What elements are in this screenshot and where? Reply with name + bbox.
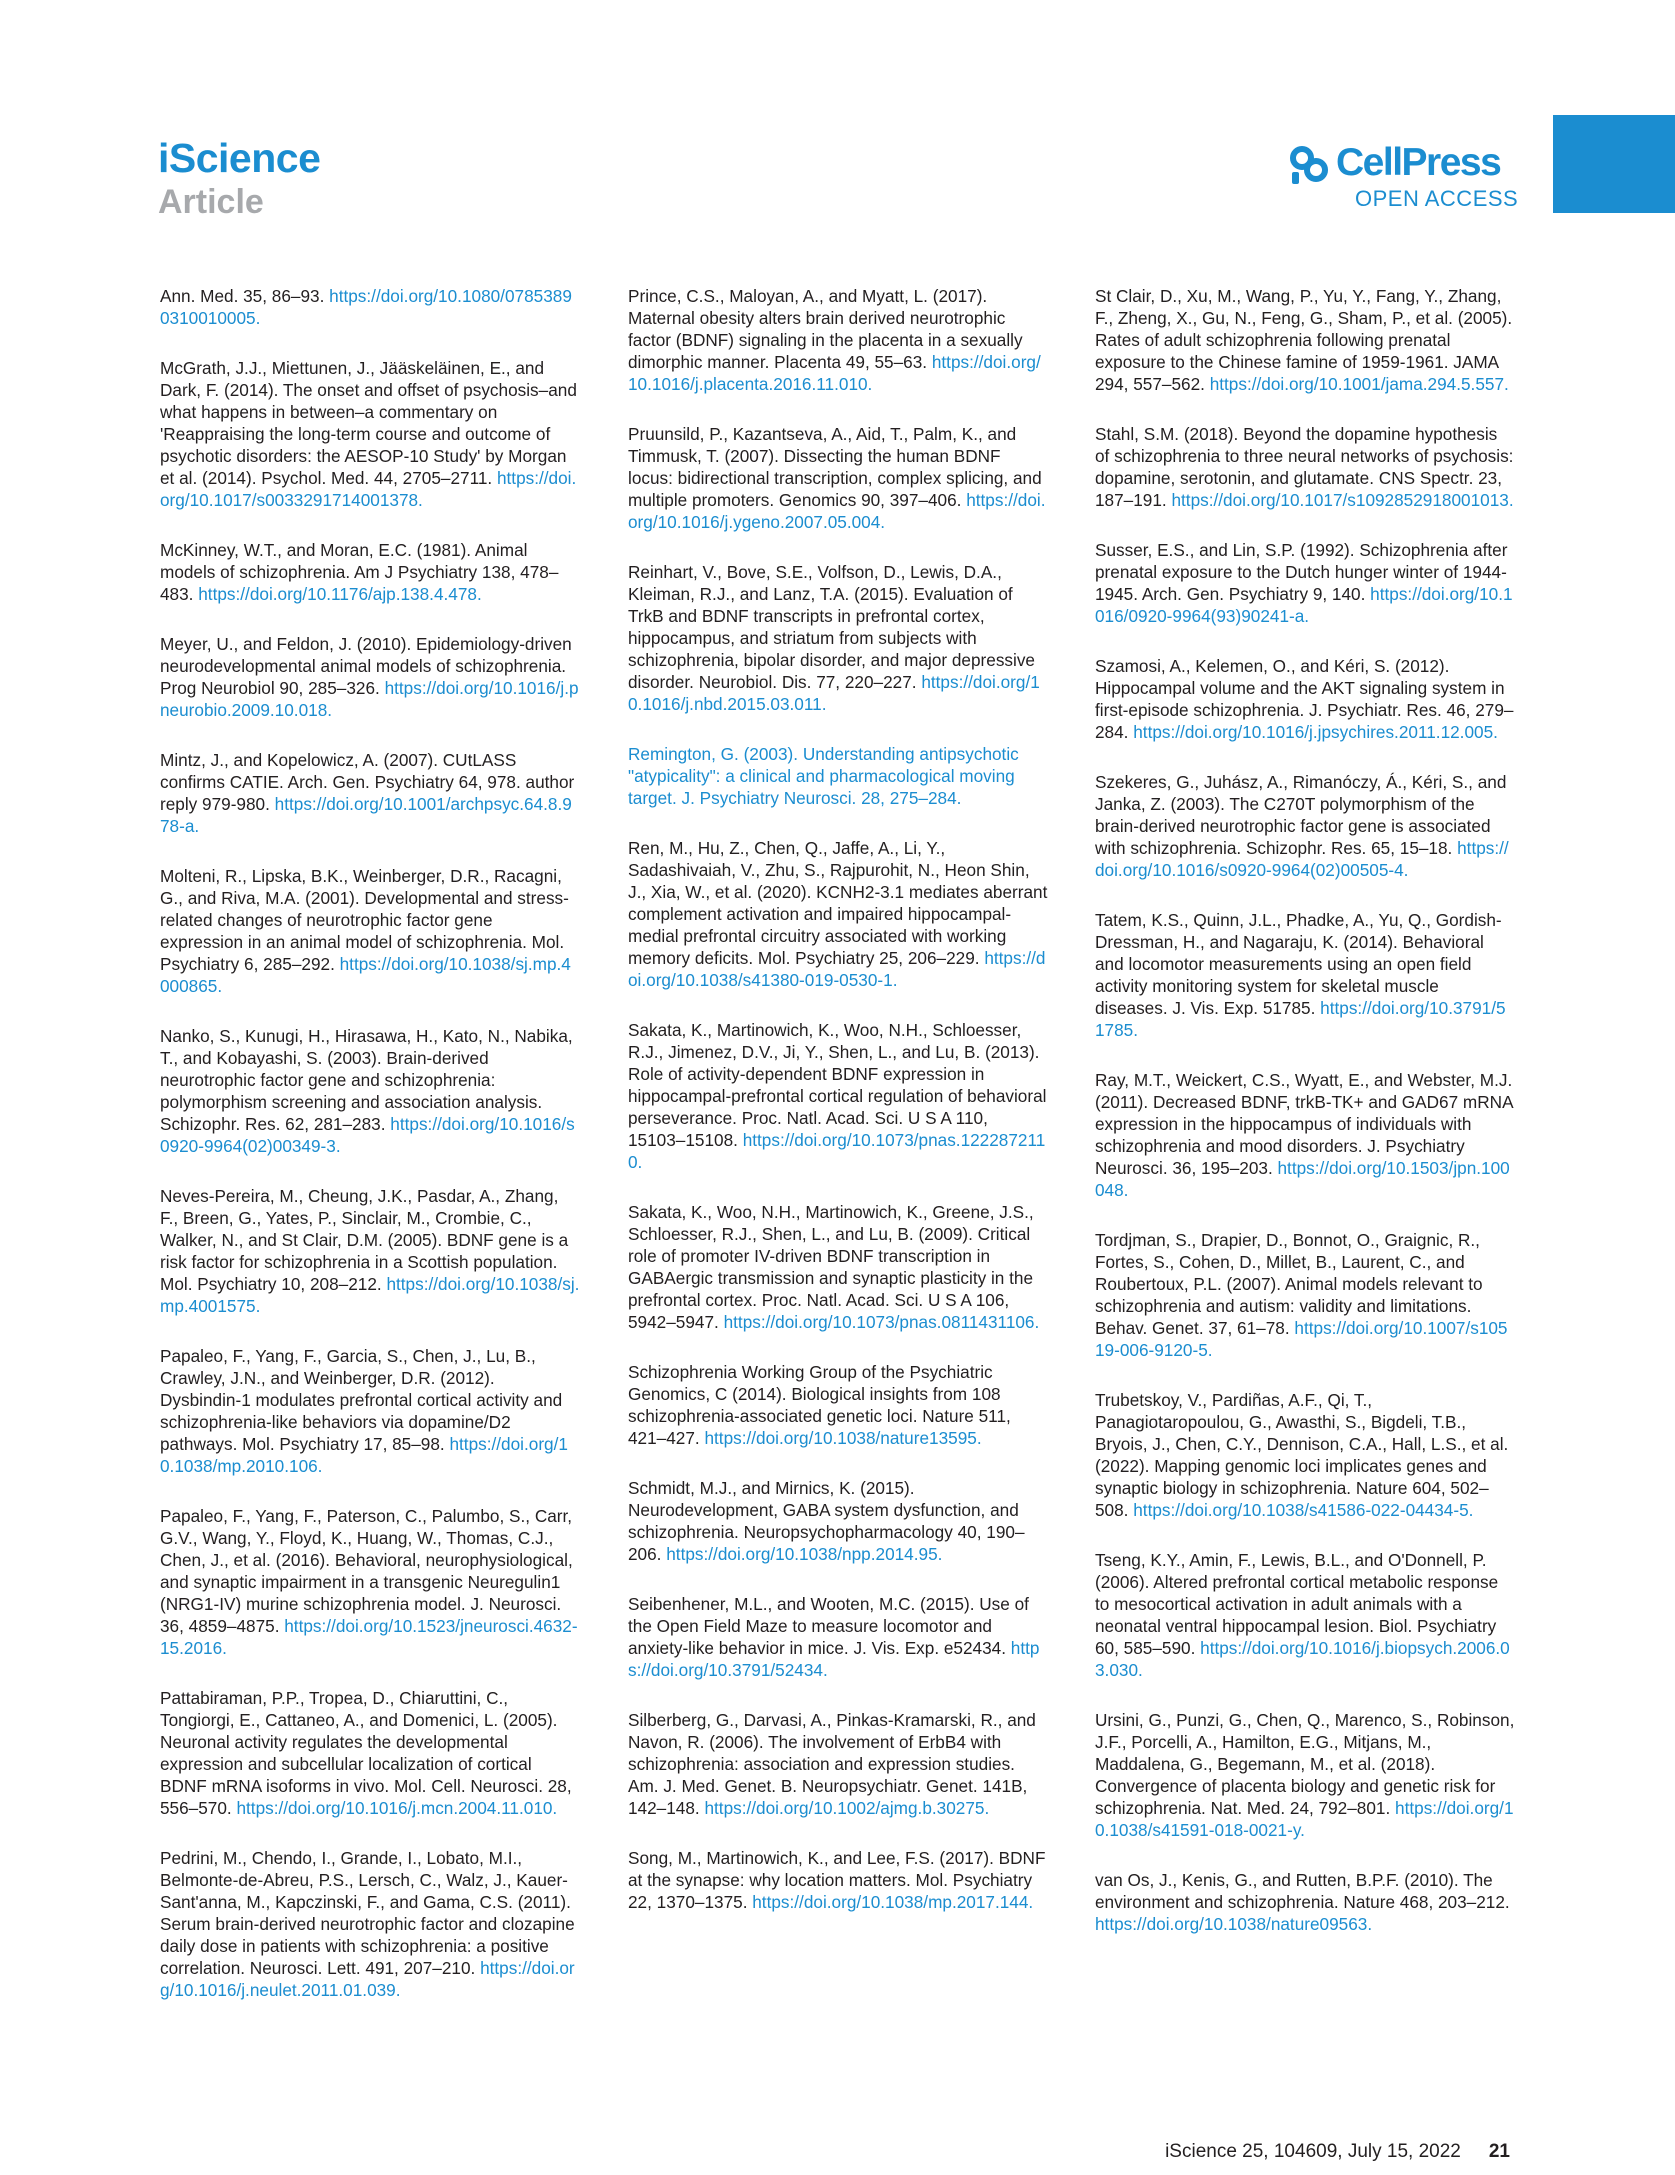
reference-text: Papaleo, F., Yang, F., Paterson, C., Palumbo, S., Carr, G.V., Wang, Y., Floyd, K., Huang, W., Thomas, C.J., Chen, J., et al. (2016). Behavioral, neurophysiological, and synaptic impairment in a transgenic Neuregulin1 (NRG1-IV) murine schizophrenia model. J. Neurosci. 36, 4859–4875. bbox=[160, 1506, 573, 1636]
reference-entry bbox=[1095, 909, 1515, 1041]
journal-title: iScience bbox=[158, 135, 321, 181]
reference-column-1 bbox=[160, 285, 580, 2029]
reference-text: Pruunsild, P., Kazantseva, A., Aid, T., Palm, K., and Timmusk, T. (2007). Dissecting the human BDNF locus: bidirectional transcription, complex splicing, and multiple promoters. Genomics 90, 397–406. bbox=[628, 424, 1042, 510]
doi-link[interactable]: https://doi.org/10.1038/npp.2014.95. bbox=[666, 1544, 943, 1564]
reference-text: Prince, C.S., Maloyan, A., and Myatt, L. (2017). Maternal obesity alters brain derived neurotrophic factor (BDNF) signaling in the placenta in a sexually dimorphic manner. Placenta 49, 55–63. bbox=[628, 286, 1023, 372]
reference-entry bbox=[160, 1185, 580, 1317]
reference-entry bbox=[628, 1477, 1048, 1565]
reference-entry bbox=[628, 743, 1048, 809]
reference-text: Ursini, G., Punzi, G., Chen, Q., Marenco, S., Robinson, J.F., Porcelli, A., Hamilton, E.G., Mitjans, M., Maddalena, G., Begemann, M., et al. (2018). Convergence of placenta biology and genetic risk for schizophrenia. Nat. Med. 24, 792–801. bbox=[1095, 1710, 1515, 1818]
doi-link[interactable]: https://doi.org/10.1523/jneurosci.4632-15.2016. bbox=[160, 1616, 578, 1658]
reference-entry bbox=[160, 1345, 580, 1477]
reference-entry bbox=[160, 749, 580, 837]
doi-link[interactable]: https://doi.org/10.1038/s41591-018-0021-y. bbox=[1095, 1798, 1514, 1840]
reference-entry bbox=[628, 1201, 1048, 1333]
doi-link[interactable]: https://doi.org/10.1080/07853890310010005. bbox=[160, 286, 572, 328]
doi-link[interactable]: https://doi.org/10.1016/s0920-9964(02)00505-4. bbox=[1095, 838, 1509, 880]
reference-entry bbox=[160, 357, 580, 511]
doi-link[interactable]: https://doi.org/10.1016/j.biopsych.2006.03.030. bbox=[1095, 1638, 1510, 1680]
reference-text: Szamosi, A., Kelemen, O., and Kéri, S. (2012). Hippocampal volume and the AKT signaling system in first-episode schizophrenia. J. Psychiatr. Res. 46, 279–284. bbox=[1095, 656, 1514, 742]
doi-link[interactable]: https://doi.org/10.1038/sj.mp.4001575. bbox=[160, 1274, 580, 1316]
reference-text: Tordjman, S., Drapier, D., Bonnot, O., Graignic, R., Fortes, S., Cohen, D., Millet, B., Laurent, C., and Roubertoux, P.L. (2007). Animal models relevant to schizophrenia and autism: validity and limitations. Behav. Genet. 37, 61–78. bbox=[1095, 1230, 1483, 1338]
reference-text: McGrath, J.J., Miettunen, J., Jääskeläinen, E., and Dark, F. (2014). The onset and offset of psychosis–and what happens in between–a commentary on 'Reappraising the long-term course and outcome of psychotic disorders: the AESOP-10 Study' by Morgan et al. (2014). Psychol. Med. 44, 2705–2711. bbox=[160, 358, 577, 488]
reference-text: Silberberg, G., Darvasi, A., Pinkas-Kramarski, R., and Navon, R. (2006). The involvement of ErbB4 with schizophrenia: association and expression studies. Am. J. Med. Genet. B. Neuropsychiatr. Genet. 141B, 142–148. bbox=[628, 1710, 1036, 1818]
doi-link[interactable]: https://doi.org/10.1016/j.jpsychires.2011.12.005. bbox=[1133, 722, 1498, 742]
doi-link[interactable]: https://doi.org/10.1038/s41586-022-04434-5. bbox=[1133, 1500, 1474, 1520]
doi-link[interactable]: https://doi.org/10.1002/ajmg.b.30275. bbox=[704, 1798, 990, 1818]
reference-text: Tseng, K.Y., Amin, F., Lewis, B.L., and O'Donnell, P. (2006). Altered prefrontal cortical metabolic response to mesocortical activation in adult animals with a neonatal ventral hippocampal lesion. Biol. Psychiatry 60, 585–590. bbox=[1095, 1550, 1499, 1658]
reference-text: Papaleo, F., Yang, F., Garcia, S., Chen, J., Lu, B., Crawley, J.N., and Weinberger, D.R. (2012). Dysbindin-1 modulates prefrontal cortical activity and schizophrenia-like behaviors via dopamine/D2 pathways. Mol. Psychiatry 17, 85–98. bbox=[160, 1346, 563, 1454]
reference-entry bbox=[160, 1505, 580, 1659]
reference-entry bbox=[160, 1687, 580, 1819]
open-access-label: OPEN ACCESS bbox=[1355, 186, 1519, 211]
doi-link[interactable]: https://doi.org/10.1073/pnas.1222872110. bbox=[628, 1130, 1046, 1172]
reference-entry bbox=[628, 423, 1048, 533]
reference-entry bbox=[1095, 1869, 1515, 1935]
reference-entry bbox=[160, 1847, 580, 2001]
doi-link[interactable]: https://doi.org/10.1038/sj.mp.4000865. bbox=[160, 954, 571, 996]
reference-entry bbox=[1095, 1229, 1515, 1361]
reference-text: Sakata, K., Martinowich, K., Woo, N.H., Schloesser, R.J., Jimenez, D.V., Ji, Y., Shen, L., and Lu, B. (2013). Role of activity-dependent BDNF expression in hippocampal-prefrontal cortical regulation of behavioral perseverance. Proc. Natl. Acad. Sci. U S A 110, 15103–15108. bbox=[628, 1020, 1047, 1150]
doi-link[interactable]: https://doi.org/10.1038/mp.2017.144. bbox=[752, 1892, 1034, 1912]
reference-column-2 bbox=[628, 285, 1048, 1941]
doi-link[interactable]: https://doi.org/10.1016/j.ygeno.2007.05.004. bbox=[628, 490, 1046, 532]
doi-link[interactable]: https://doi.org/10.1016/j.nbd.2015.03.011. bbox=[628, 672, 1040, 714]
reference-text: Nanko, S., Kunugi, H., Hirasawa, H., Kato, N., Nabika, T., and Kobayashi, S. (2003). Brain-derived neurotrophic factor gene and schizophrenia: polymorphism screening and association analysis. Schizophr. Res. 62, 281–283. bbox=[160, 1026, 573, 1134]
doi-link[interactable]: https://doi.org/10.1001/jama.294.5.557. bbox=[1209, 374, 1509, 394]
reference-text: Mintz, J., and Kopelowicz, A. (2007). CUtLASS confirms CATIE. Arch. Gen. Psychiatry 64, 978. author reply 979-980. bbox=[160, 750, 575, 814]
side-accent-bar bbox=[1553, 115, 1675, 213]
reference-text: Tatem, K.S., Quinn, J.L., Phadke, A., Yu, Q., Gordish-Dressman, H., and Nagaraju, K. (2014). Behavioral and locomotor measurements using an open field activity monitoring system for skeletal muscle diseases. J. Vis. Exp. 51785. bbox=[1095, 910, 1502, 1018]
doi-link[interactable]: https://doi.org/10.1073/pnas.0811431106. bbox=[723, 1312, 1040, 1332]
reference-text: Seibenhener, M.L., and Wooten, M.C. (2015). Use of the Open Field Maze to measure locomotor and anxiety-like behavior in mice. J. Vis. Exp. e52434. bbox=[628, 1594, 1029, 1658]
doi-link[interactable]: https://doi.org/10.1016/j.pneurobio.2009.10.018. bbox=[160, 678, 579, 720]
reference-text: van Os, J., Kenis, G., and Rutten, B.P.F. (2010). The environment and schizophrenia. Nature 468, 203–212. bbox=[1095, 1870, 1510, 1912]
reference-text: Ann. Med. 35, 86–93. bbox=[160, 286, 330, 306]
article-type-label: Article bbox=[158, 183, 264, 221]
reference-text: Szekeres, G., Juhász, A., Rimanóczy, Á., Kéri, S., and Janka, Z. (2003). The C270T polymorphism of the brain-derived neurotrophic factor gene is associated with schizophrenia. Schizophr. Res. 65, 15–18. bbox=[1095, 772, 1507, 858]
reference-entry bbox=[628, 1593, 1048, 1681]
doi-link[interactable]: https://doi.org/10.1176/ajp.138.4.478. bbox=[198, 584, 482, 604]
reference-text: Sakata, K., Woo, N.H., Martinowich, K., Greene, J.S., Schloesser, R.J., Shen, L., and Lu, B. (2009). Critical role of promoter IV-driven BDNF transcription in GABAergic transmission and synaptic plasticity in the prefrontal cortex. Proc. Natl. Acad. Sci. U S A 106, 5942–5947. bbox=[628, 1202, 1034, 1332]
reference-entry bbox=[160, 633, 580, 721]
publisher-name: CellPress bbox=[1336, 141, 1501, 184]
reference-text: Stahl, S.M. (2018). Beyond the dopamine hypothesis of schizophrenia to three neural networks of psychosis: dopamine, serotonin, and glutamate. CNS Spectr. 23, 187–191. bbox=[1095, 424, 1514, 510]
reference-text: Pattabiraman, P.P., Tropea, D., Chiaruttini, C., Tongiorgi, E., Cattaneo, A., and Domenici, L. (2005). Neuronal activity regulates the developmental expression and subcellular localization of cortical BDNF mRNA isoforms in vivo. Mol. Cell. Neurosci. 28, 556–570. bbox=[160, 1688, 572, 1818]
reference-entry bbox=[628, 1847, 1048, 1913]
doi-link[interactable]: https://doi.org/10.1016/j.neulet.2011.01.039. bbox=[160, 1958, 575, 2000]
reference-text: Molteni, R., Lipska, B.K., Weinberger, D.R., Racagni, G., and Riva, M.A. (2001). Developmental and stress-related changes of neurotrophic factor gene expression in an animal model of schizophrenia. Mol. Psychiatry 6, 285–292. bbox=[160, 866, 569, 974]
reference-entry bbox=[160, 285, 580, 329]
doi-link[interactable]: https://doi.org/10.1038/nature09563. bbox=[1095, 1914, 1373, 1934]
cellpress-logo-icon bbox=[1287, 142, 1331, 186]
reference-text: Pedrini, M., Chendo, I., Grande, I., Lobato, M.I., Belmonte-de-Abreu, P.S., Lersch, C., Walz, J., Kauer-Sant'anna, M., Kapczinski, F., and Gama, C.S. (2011). Serum brain-derived neurotrophic factor and clozapine daily dose in patients with schizophrenia: a positive correlation. Neurosci. Lett. 491, 207–210. bbox=[160, 1848, 575, 1978]
reference-entry bbox=[628, 285, 1048, 395]
page-footer bbox=[1165, 2141, 1510, 2163]
reference-entry bbox=[1095, 1069, 1515, 1201]
doi-link[interactable]: https://doi.org/10.1017/s1092852918001013. bbox=[1171, 490, 1514, 510]
doi-link[interactable]: https://doi.org/10.1503/jpn.100048. bbox=[1095, 1158, 1510, 1200]
doi-link[interactable]: https://doi.org/10.3791/52434. bbox=[628, 1638, 1040, 1680]
reference-column-3 bbox=[1095, 285, 1515, 1963]
page-number: 21 bbox=[1488, 2141, 1510, 2162]
reference-text: Schizophrenia Working Group of the Psychiatric Genomics, C (2014). Biological insights from 108 schizophrenia-associated genetic loci. Nature 511, 421–427. bbox=[628, 1362, 1011, 1448]
reference-entry bbox=[1095, 771, 1515, 881]
doi-link[interactable]: https://doi.org/10.1016/j.mcn.2004.11.010. bbox=[236, 1798, 558, 1818]
reference-text: Song, M., Martinowich, K., and Lee, F.S. (2017). BDNF at the synapse: why location matters. Mol. Psychiatry 22, 1370–1375. bbox=[628, 1848, 1046, 1912]
reference-entry bbox=[628, 1361, 1048, 1449]
reference-entry bbox=[1095, 539, 1515, 627]
doi-link[interactable]: https://doi.org/10.1016/s0920-9964(02)00349-3. bbox=[160, 1114, 575, 1156]
reference-entry bbox=[628, 1709, 1048, 1819]
citation-line: iScience 25, 104609, July 15, 2022 bbox=[1165, 2141, 1461, 2162]
reference-entry bbox=[628, 837, 1048, 991]
reference-entry bbox=[160, 865, 580, 997]
reference-text: St Clair, D., Xu, M., Wang, P., Yu, Y., Fang, Y., Zhang, F., Zheng, X., Gu, N., Feng, G., Sham, P., et al. (2005). Rates of adult schizophrenia following prenatal exposure to the Chinese famine of 1959-1961. JAMA 294, 557–562. bbox=[1095, 286, 1513, 394]
doi-link[interactable]: https://doi.org/10.1016/j.placenta.2016.11.010. bbox=[628, 352, 1041, 394]
reference-entry bbox=[1095, 423, 1515, 511]
reference-text: Trubetskoy, V., Pardiñas, A.F., Qi, T., Panagiotaropoulou, G., Awasthi, S., Bigdeli, T.B., Bryois, J., Chen, C.Y., Dennison, C.A., Hall, L.S., et al. (2022). Mapping genomic loci implicates genes and synaptic biology in schizophrenia. Nature 604, 502–508. bbox=[1095, 1390, 1509, 1520]
reference-entry bbox=[1095, 285, 1515, 395]
reference-entry bbox=[1095, 655, 1515, 743]
reference-entry bbox=[1095, 1709, 1515, 1841]
doi-link[interactable]: https://doi.org/10.1017/s0033291714001378. bbox=[160, 468, 577, 510]
reference-text: Remington, G. (2003). Understanding antipsychotic "atypicality": a clinical and pharmacological moving target. J. Psychiatry Neurosci. 28, 275–284. bbox=[628, 744, 1019, 808]
reference-text: Neves-Pereira, M., Cheung, J.K., Pasdar, A., Zhang, F., Breen, G., Yates, P., Sinclair, M., Crombie, C., Walker, N., and St Clair, D.M. (2005). BDNF gene is a risk factor for schizophrenia in a Scottish population. Mol. Psychiatry 10, 208–212. bbox=[160, 1186, 569, 1294]
doi-link[interactable]: https://doi.org/10.1016/0920-9964(93)90241-a. bbox=[1095, 584, 1513, 626]
doi-link[interactable]: https://doi.org/10.1038/s41380-019-0530-1. bbox=[628, 948, 1046, 990]
reference-entry bbox=[160, 539, 580, 605]
reference-entry bbox=[160, 1025, 580, 1157]
doi-link[interactable]: https://doi.org/10.1038/nature13595. bbox=[704, 1428, 982, 1448]
reference-text: Schmidt, M.J., and Mirnics, K. (2015). Neurodevelopment, GABA system dysfunction, and schizophrenia. Neuropsychopharmacology 40, 190–206. bbox=[628, 1478, 1025, 1564]
reference-entry bbox=[1095, 1549, 1515, 1681]
doi-link[interactable]: https://doi.org/10.3791/51785. bbox=[1095, 998, 1506, 1040]
reference-text: Susser, E.S., and Lin, S.P. (1992). Schizophrenia after prenatal exposure to the Dutch hunger winter of 1944-1945. Arch. Gen. Psychiatry 9, 140. bbox=[1095, 540, 1508, 604]
reference-text: Ray, M.T., Weickert, C.S., Wyatt, E., and Webster, M.J. (2011). Decreased BDNF, trkB-TK+ and GAD67 mRNA expression in the hippocampus of individuals with schizophrenia and mood disorders. J. Psychiatry Neurosci. 36, 195–203. bbox=[1095, 1070, 1513, 1178]
reference-text: Meyer, U., and Feldon, J. (2010). Epidemiology-driven neurodevelopmental animal models of schizophrenia. Prog Neurobiol 90, 285–326. bbox=[160, 634, 572, 698]
reference-text: Ren, M., Hu, Z., Chen, Q., Jaffe, A., Li, Y., Sadashivaiah, V., Zhu, S., Rajpurohit, N., Heon Shin, J., Xia, W., et al. (2020). KCNH2-3.1 mediates aberrant complement activation and impaired hippocampal-medial prefrontal circuitry associated with working memory deficits. Mol. Psychiatry 25, 206–229. bbox=[628, 838, 1048, 968]
reference-text: Reinhart, V., Bove, S.E., Volfson, D., Lewis, D.A., Kleiman, R.J., and Lanz, T.A. (2015). Evaluation of TrkB and BDNF transcripts in prefrontal cortex, hippocampus, and striatum from subjects with schizophrenia, bipolar disorder, and major depressive disorder. Neurobiol. Dis. 77, 220–227. bbox=[628, 562, 1035, 692]
reference-entry bbox=[1095, 1389, 1515, 1521]
doi-link[interactable]: https://doi.org/10.1007/s10519-006-9120-5. bbox=[1095, 1318, 1508, 1360]
doi-link[interactable]: https://doi.org/10.1038/mp.2010.106. bbox=[160, 1434, 568, 1476]
doi-link[interactable]: https://doi.org/10.1001/archpsyc.64.8.978-a. bbox=[160, 794, 572, 836]
reference-text: McKinney, W.T., and Moran, E.C. (1981). Animal models of schizophrenia. Am J Psychiatry 138, 478–483. bbox=[160, 540, 559, 604]
reference-entry bbox=[628, 561, 1048, 715]
reference-entry bbox=[628, 1019, 1048, 1173]
